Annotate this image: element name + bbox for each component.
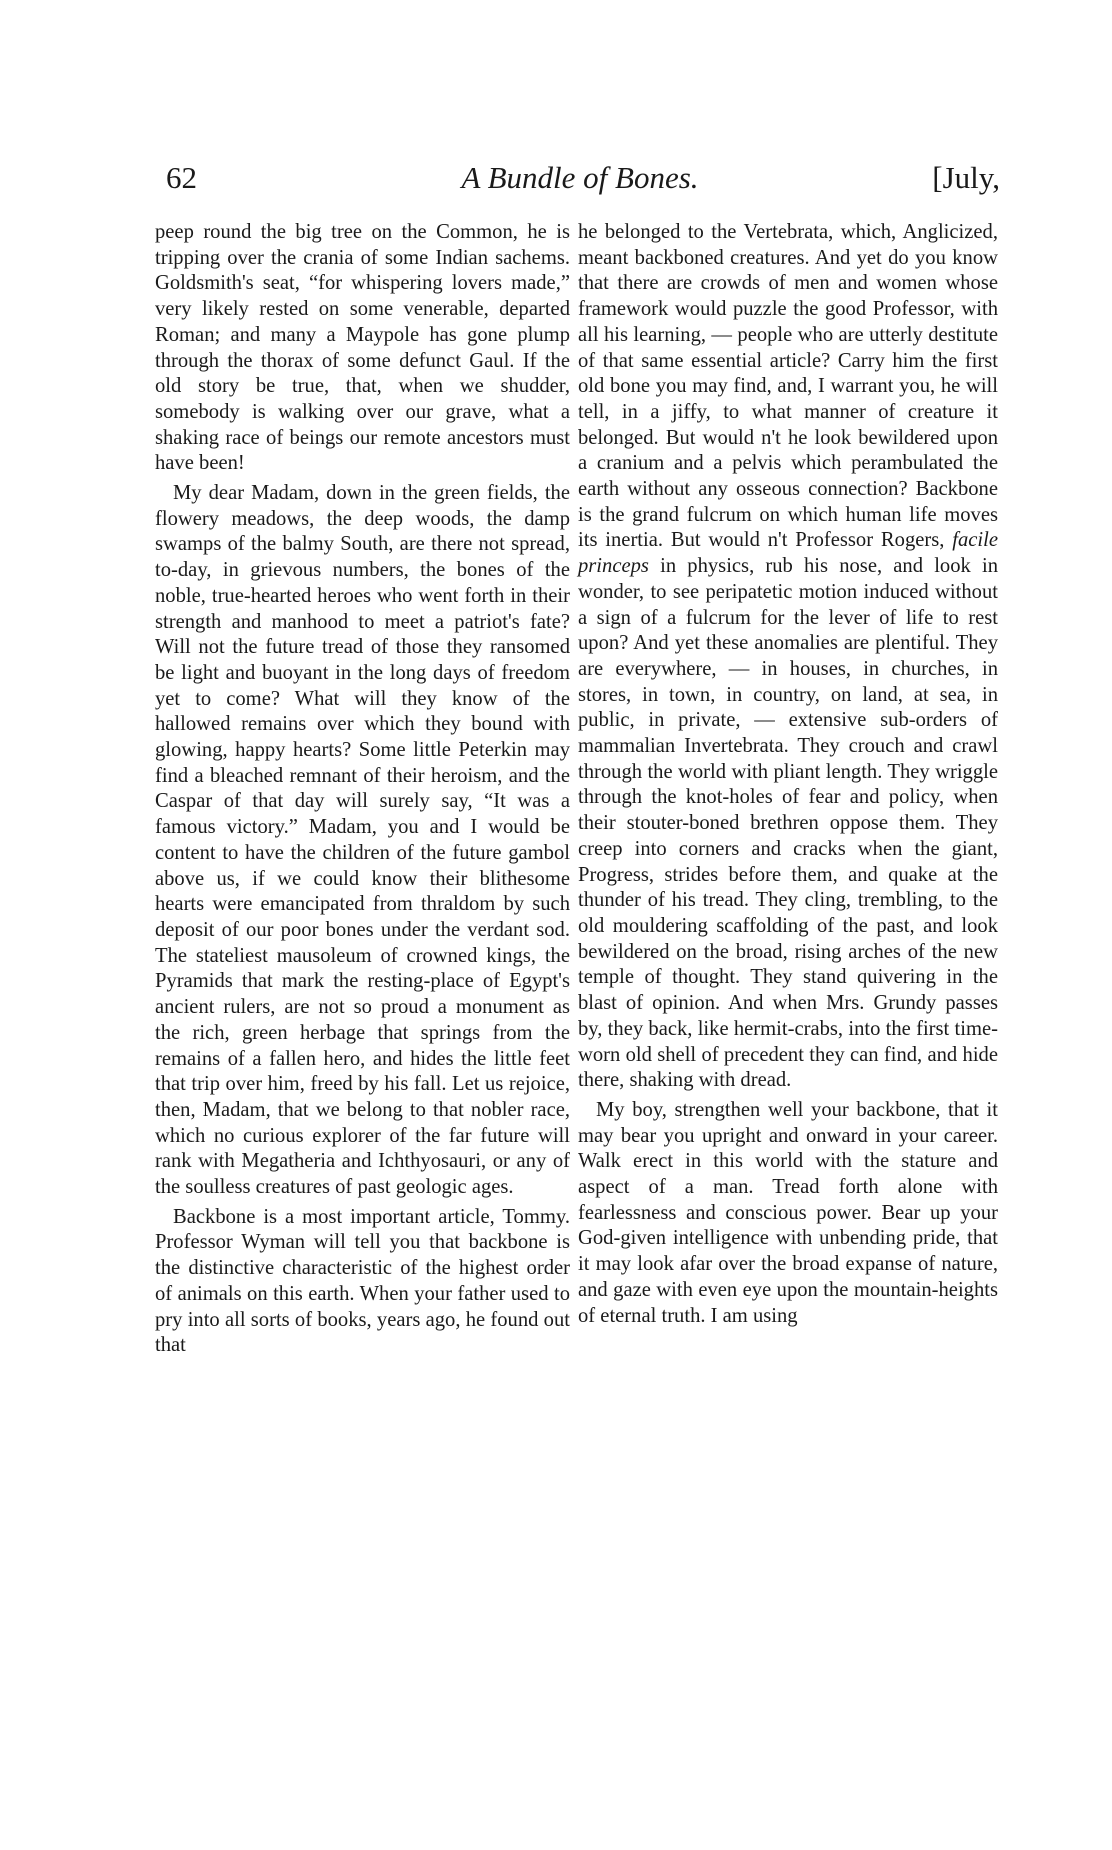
left-column: [155, 220, 570, 1363]
paragraph-text: he belonged to the Vertebrata, which, Anglicized, meant backboned creatures. And yet do you know that there are crowds of men and women whose framework would puzzle the good Professor, with all his learning, — people who are utterly destitute of that same essential article? Carry him the first old bone you may find, and, I warrant you, he will tell, in a jiffy, to what manner of creature it belonged. But would n't he look bewildered upon a cranium and a pelvis which perambulated the earth without any osseous connection? Backbone is the grand fulcrum on which human life moves its inertia. But would n't Professor Rogers,: [578, 221, 998, 552]
paragraph-text: in physics, rub his nose, and look in wonder, to see peripatetic motion induced without a sign of a fulcrum for the lever of life to rest upon? And yet these anomalies are plentiful. They are everywhere, — in houses, in churches, in stores, in town, in country, on land, at sea, in public, in private, — extensive sub-orders of mammalian Invertebrata. They crouch and crawl through the world with pliant length. They wriggle through the knot-holes of fear and policy, when their stouter-boned brethren oppose them. They creep into corners and cracks when the giant, Progress, strides before them, and quake at the thunder of his tread. They cling, trembling, to the old mouldering scaffolding of the past, and look bewildered on the broad, rising arches of the new temple of thought. They stand quivering in the blast of opinion. And when Mrs. Grundy passes by, they back, like hermit-crabs, into the first time-worn old shell of precedent they can find, and hide there, shaking with dread.: [578, 555, 998, 1092]
right-column: [578, 220, 998, 1333]
paragraph: peep round the big tree on the Common, he is tripping over the crania of some Indian sachems. Goldsmith's seat, “for whispering lovers made,” very likely rested on some venerable, departed Roman; and many a Maypole has gone plump through the thorax of some defunct Gaul. If the old story be true, that, when we shudder, somebody is walking over our grave, what a shaking race of beings our remote ancestors must have been!: [155, 221, 570, 475]
italic-phrase: facile princeps: [578, 529, 998, 578]
running-title: A Bundle of Bones.: [461, 160, 699, 195]
page-number: 62: [166, 160, 197, 195]
paragraph: [578, 220, 998, 1094]
paragraph: Backbone is a most important article, Tommy. Professor Wyman will tell you that backbone is the distinctive characteristic of the highest order of animals on this earth. When your father used to pry into all sorts of books, years ago, he found out that: [155, 1205, 570, 1357]
paragraph: My boy, strengthen well your backbone, that it may bear you upright and onward in your career. Walk erect in this world with the stature and aspect of a man. Tread forth alone with fearlessness and conscious power. Bear up your God-given intelligence with unbending pride, that it may look afar over the broad expanse of nature, and gaze with even eye upon the mountain-heights of eternal truth. I am using: [578, 1098, 998, 1327]
page-header: [160, 160, 1000, 210]
running-month: [July,: [932, 160, 1000, 195]
paragraph: My dear Madam, down in the green fields, the flowery meadows, the deep woods, the damp swamps of the balmy South, are there not spread, to-day, in grievous numbers, the bones of the noble, true-hearted heroes who went forth in their strength and manhood to meet a patriot's fate? Will not the future tread of those they ransomed be light and buoyant in the long days of freedom yet to come? What will they know of the hallowed remains over which they bound with glowing, happy hearts? Some little Peterkin may find a bleached remnant of their heroism, and the Caspar of that day will surely say, “It was a famous victory.” Madam, you and I would be content to have the children of the future gambol above us, if we could know their blithesome hearts were emancipated from thraldom by such deposit of our poor bones under the verdant sod. The stateliest mausoleum of crowned kings, the Pyramids that mark the resting-place of Egypt's ancient rulers, are not so proud a monument as the rich, green herbage that springs from the remains of a fallen hero, and hides the little feet that trip over him, freed by his fall. Let us rejoice, then, Madam, that we belong to that nobler race, which no curious explorer of the far future will rank with Megatheria and Ichthyosauri, or any of the soulless creatures of past geologic ages.: [155, 482, 570, 1199]
